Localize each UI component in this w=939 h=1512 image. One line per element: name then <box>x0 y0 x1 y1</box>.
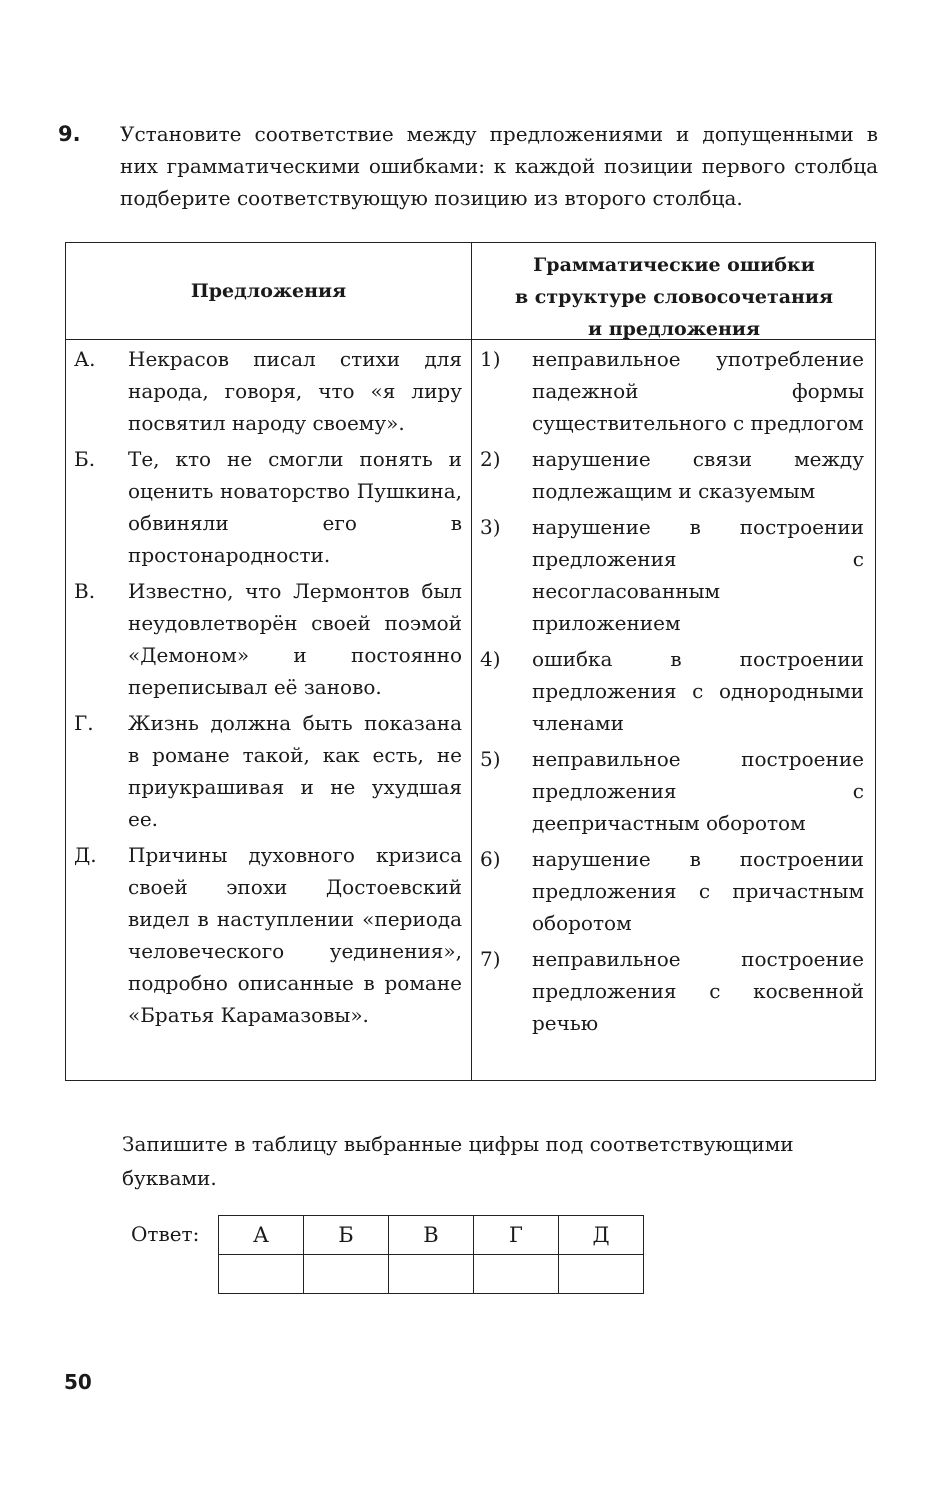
error-text: нарушение в построении предложения с несогласованным приложением <box>532 515 864 635</box>
error-text: неправильное построение предложения с деепричастным оборотом <box>532 747 864 835</box>
sentence-text: Причины духовного кризиса своей эпохи Достоевский видел в наступлении «периода человеческого уединения», подробно описанные в романе «Братья Карамазовы». <box>128 843 462 1027</box>
error-item <box>480 443 864 507</box>
matching-table <box>65 242 876 1081</box>
sentence-label: В. <box>74 579 96 603</box>
sentence-text: Некрасов писал стихи для народа, говоря, что «я лиру посвятил народу своему». <box>128 347 462 435</box>
answer-cell-a[interactable] <box>219 1255 304 1294</box>
answer-header-row <box>219 1216 644 1255</box>
sentence-item <box>74 707 462 835</box>
errors-column <box>480 343 864 1043</box>
errors-header-line: и предложения <box>587 318 761 340</box>
answer-label: Ответ: <box>131 1222 200 1246</box>
page-number: 50 <box>64 1370 92 1394</box>
error-text: нарушение связи между подлежащим и сказуемым <box>532 447 864 503</box>
answer-input-row <box>219 1255 644 1294</box>
task-text: Установите соответствие между предложениями и допущенными в них грамматическими ошибками: к каждой позиции первого столбца подберите соответствующую позицию из второго столбца. <box>120 122 878 210</box>
errors-header-line: в структуре словосочетания <box>514 286 834 308</box>
sentences-column <box>74 343 462 1035</box>
error-label: 3) <box>480 515 501 539</box>
answer-column-header: Б <box>304 1216 389 1255</box>
error-label: 6) <box>480 847 501 871</box>
error-text: нарушение в построении предложения с причастным оборотом <box>532 847 864 935</box>
error-text: неправильное употребление падежной формы существительного с предлогом <box>532 347 864 435</box>
answer-column-header: А <box>219 1216 304 1255</box>
error-item <box>480 343 864 439</box>
errors-header-line: Грамматические ошибки <box>533 254 815 276</box>
errors-header <box>472 249 876 345</box>
sentence-text: Известно, что Лермонтов был неудовлетворён своей поэмой «Демоном» и постоянно переписывал её заново. <box>128 579 462 699</box>
error-item <box>480 843 864 939</box>
task <box>58 118 878 214</box>
error-item <box>480 511 864 639</box>
answer-table <box>218 1215 644 1294</box>
sentence-item <box>74 443 462 571</box>
sentence-text: Те, кто не смогли понять и оценить новаторство Пушкина, обвиняли его в простонародности. <box>128 447 462 567</box>
error-item <box>480 943 864 1039</box>
error-item <box>480 743 864 839</box>
sentence-label: Г. <box>74 711 94 735</box>
sentence-label: Д. <box>74 843 97 867</box>
error-label: 2) <box>480 447 501 471</box>
answer-cell-v[interactable] <box>389 1255 474 1294</box>
answer-column-header: В <box>389 1216 474 1255</box>
error-label: 4) <box>480 647 501 671</box>
sentence-item <box>74 839 462 1031</box>
error-text: ошибка в построении предложения с однородными членами <box>532 647 864 735</box>
error-text: неправильное построение предложения с косвенной речью <box>532 947 864 1035</box>
sentence-label: А. <box>74 347 96 371</box>
sentences-header: Предложения <box>190 280 347 302</box>
answer-cell-b[interactable] <box>304 1255 389 1294</box>
task-number: 9. <box>58 122 81 146</box>
sentence-item <box>74 575 462 703</box>
answer-column-header: Д <box>559 1216 644 1255</box>
error-label: 7) <box>480 947 501 971</box>
error-label: 1) <box>480 347 501 371</box>
answer-column-header: Г <box>474 1216 559 1255</box>
sentence-label: Б. <box>74 447 96 471</box>
instruction-text: Запишите в таблицу выбранные цифры под соответствующими буквами. <box>122 1132 794 1190</box>
column-divider <box>471 243 472 1080</box>
answer-cell-d[interactable] <box>559 1255 644 1294</box>
error-item <box>480 643 864 739</box>
sentence-item <box>74 343 462 439</box>
error-label: 5) <box>480 747 501 771</box>
answer-cell-g[interactable] <box>474 1255 559 1294</box>
sentence-text: Жизнь должна быть показана в романе такой, как есть, не приукрашивая и не ухудшая ее. <box>128 711 462 831</box>
